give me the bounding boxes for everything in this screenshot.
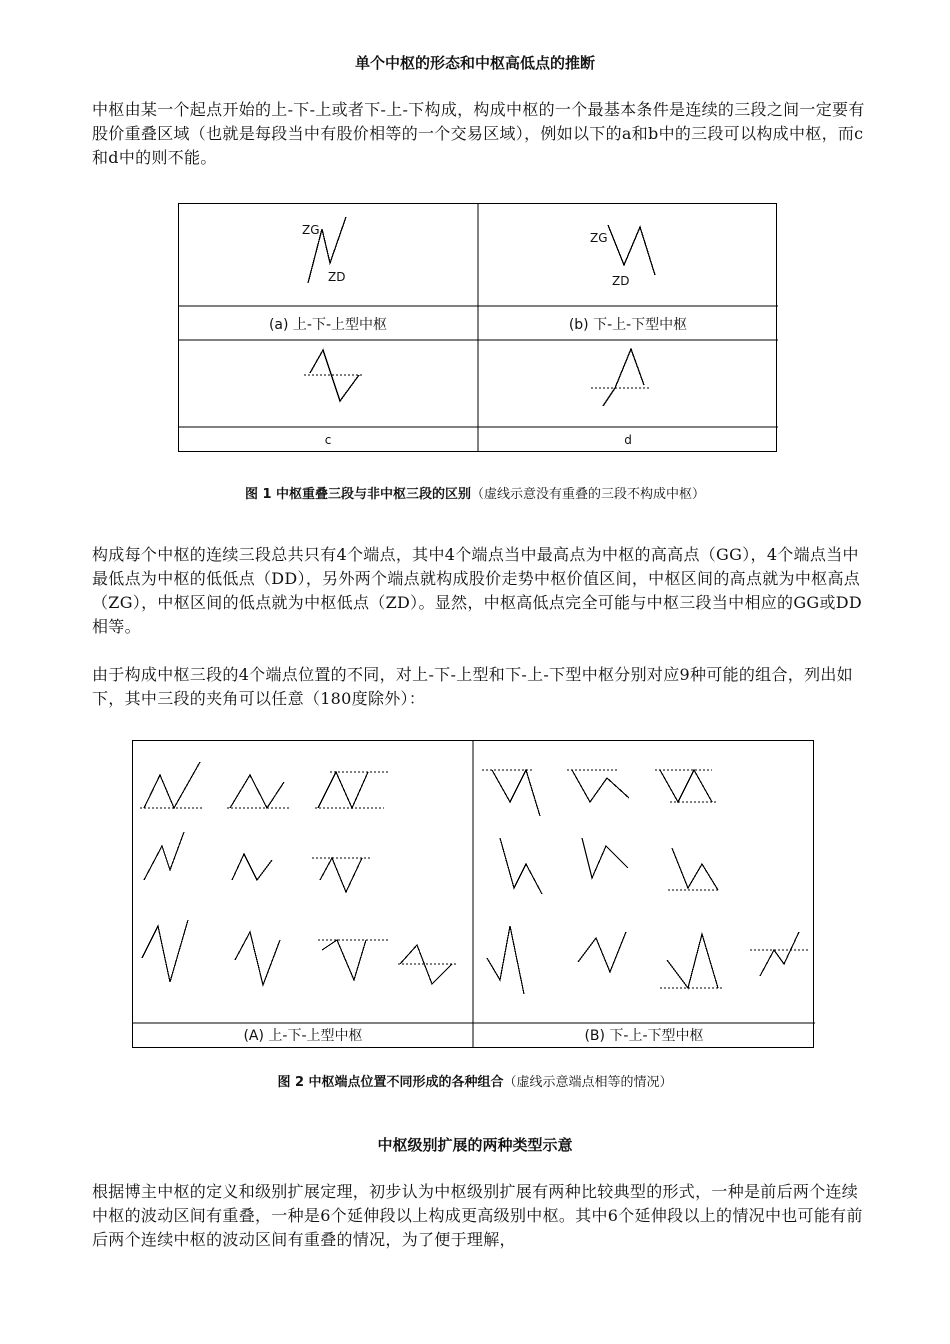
type-a-label: (A) 上-下-上型中枢 [243, 1028, 363, 1044]
non-zhongshu-d-diagram [591, 349, 650, 406]
section-title-2: 中枢级别扩展的两种类型示意 [377, 1136, 573, 1154]
extension-paragraph: 根据博主中枢的定义和级别扩展定理，初步认为中枢级别扩展有两种比较典型的形式，一种是前后两个连续中枢的波动区间有重叠，一种是6个延伸段以上构成更高级别中枢。其中6个延伸段以上的情况中也可能有前后两个连续中枢的波动区间有重叠的情况，为了便于理解， [92, 1182, 863, 1249]
combination-paragraph: 由于构成中枢三段的4个端点位置的不同，对上-下-上型和下-上-下型中枢分别对应9种可能的组合，列出如下，其中三段的夹角可以任意（180度除外）： [92, 665, 853, 708]
cell-c-label: c [324, 433, 332, 447]
non-zhongshu-c-diagram [304, 350, 364, 401]
figure-2-caption-bold: 图 2 中枢端点位置不同形成的各种组合 [277, 1075, 504, 1090]
type-b-combinations [482, 770, 808, 994]
cell-b-label: (b) 下-上-下型中枢 [568, 317, 688, 333]
section-title: 单个中枢的形态和中枢高低点的推断 [354, 54, 595, 72]
figure-1-table [178, 203, 778, 453]
figure-1-caption-note: （虚线示意没有重叠的三段不构成中枢） [471, 487, 706, 502]
zg-label: ZG [302, 223, 320, 237]
zd-label: ZD [328, 270, 346, 284]
zhongshu-b-diagram [608, 225, 655, 275]
type-b-label: (B) 下-上-下型中枢 [584, 1028, 704, 1044]
figure-2-caption [0, 1071, 950, 1090]
figure-1-caption [0, 483, 950, 502]
cell-d-label: d [624, 433, 632, 447]
zd-label-b: ZD [612, 274, 630, 288]
endpoint-paragraph: 构成每个中枢的连续三段总共只有4个端点，其中4个端点当中最高点为中枢的高高点（GG），4个端点当中最低点为中枢的低低点（DD），另外两个端点就构成股价走势中枢价值区间，中枢区间的高点就为中枢高点（ZG），中枢区间的低点就为中枢低点（ZD）。显然，中枢高低点完全可能与中枢三段当中相应的GG或DD相等。 [92, 545, 863, 636]
zg-label-b: ZG [590, 231, 608, 245]
intro-paragraph: 中枢由某一个起点开始的上-下-上或者下-上-下构成，构成中枢的一个最基本条件是连续的三段之间一定要有股价重叠区域（也就是每段当中有股价相等的一个交易区域），例如以下的a和b中的三段可以构成中枢，而c和d中的则不能。 [92, 100, 865, 167]
figure-2-table [132, 740, 815, 1050]
cell-a-label: (a) 上-下-上型中枢 [268, 317, 388, 333]
type-a-combinations [140, 762, 458, 985]
figure-1-caption-bold: 图 1 中枢重叠三段与非中枢三段的区别 [244, 487, 472, 502]
figure-2-caption-note: （虚线示意端点相等的情况） [503, 1075, 673, 1090]
